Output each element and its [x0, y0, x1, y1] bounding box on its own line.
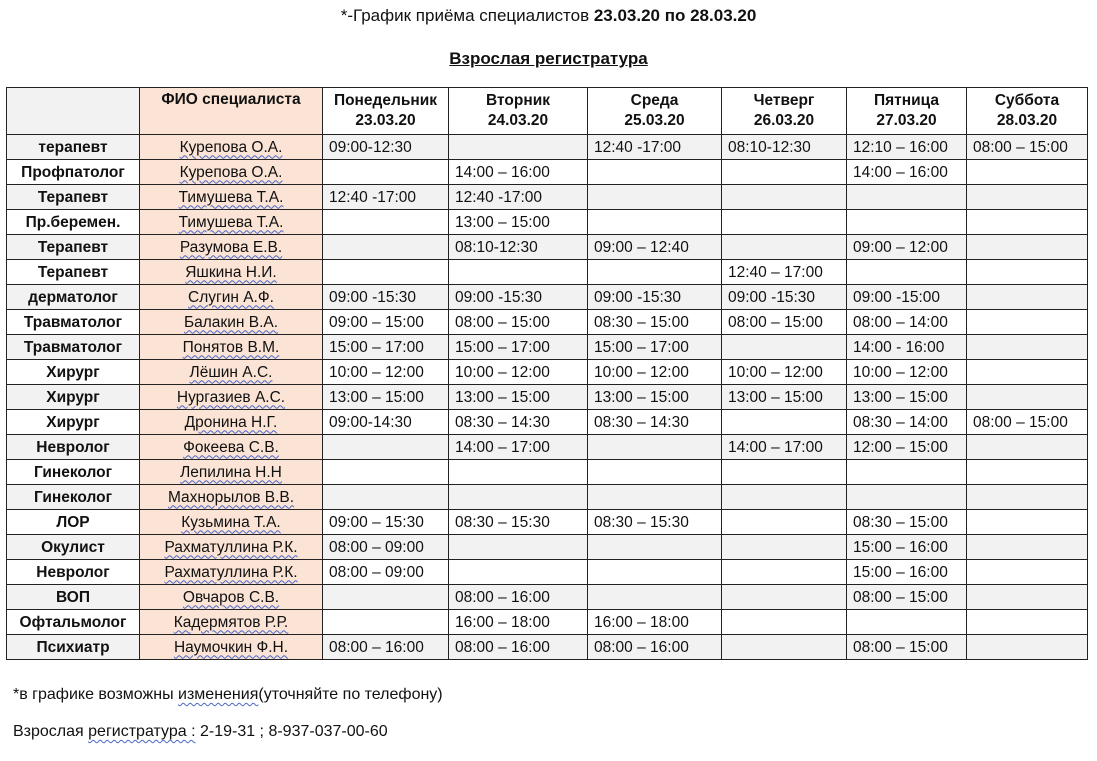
specialty-cell: Профпатолог [7, 160, 140, 185]
specialty-cell: ВОП [7, 585, 140, 610]
doctor-name-cell: Курепова О.А. [140, 135, 323, 160]
specialty-cell: Терапевт [7, 260, 140, 285]
time-cell [323, 235, 449, 260]
specialty-cell: Офтальмолог [7, 610, 140, 635]
time-cell [588, 435, 722, 460]
specialty-cell: ЛОР [7, 510, 140, 535]
time-cell [588, 535, 722, 560]
time-cell [323, 585, 449, 610]
specialty-cell: Окулист [7, 535, 140, 560]
table-row [7, 285, 1088, 310]
time-cell: 10:00 – 12:00 [722, 360, 847, 385]
time-cell [847, 185, 967, 210]
time-cell: 08:00 – 15:00 [967, 410, 1088, 435]
time-cell [449, 460, 588, 485]
time-cell [588, 485, 722, 510]
time-cell [967, 285, 1088, 310]
time-cell [722, 160, 847, 185]
saturday-header: Суббота 28.03.20 [967, 88, 1088, 135]
table-row [7, 135, 1088, 160]
time-cell: 10:00 – 12:00 [323, 360, 449, 385]
time-cell [722, 210, 847, 235]
time-cell: 08:30 – 15:00 [588, 310, 722, 335]
time-cell: 08:00 – 15:00 [449, 310, 588, 335]
time-cell: 14:00 – 16:00 [847, 160, 967, 185]
time-cell [588, 460, 722, 485]
time-cell: 15:00 – 17:00 [449, 335, 588, 360]
time-cell [967, 635, 1088, 660]
time-cell: 12:00 – 15:00 [847, 435, 967, 460]
time-cell [722, 410, 847, 435]
table-row [7, 585, 1088, 610]
time-cell: 15:00 – 16:00 [847, 535, 967, 560]
specialty-cell: Пр.беремен. [7, 210, 140, 235]
time-cell: 15:00 – 17:00 [323, 335, 449, 360]
time-cell [588, 585, 722, 610]
time-cell: 14:00 – 16:00 [449, 160, 588, 185]
time-cell: 10:00 – 12:00 [588, 360, 722, 385]
table-row [7, 310, 1088, 335]
time-cell [967, 435, 1088, 460]
time-cell: 09:00-14:30 [323, 410, 449, 435]
doctor-name-cell: Яшкина Н.И. [140, 260, 323, 285]
time-cell: 09:00 -15:30 [588, 285, 722, 310]
table-row [7, 535, 1088, 560]
time-cell [967, 335, 1088, 360]
time-cell [588, 210, 722, 235]
time-cell: 09:00 – 15:30 [323, 510, 449, 535]
time-cell: 12:40 – 17:00 [722, 260, 847, 285]
time-cell [722, 335, 847, 360]
time-cell [588, 185, 722, 210]
doctor-name-cell: Слугин А.Ф. [140, 285, 323, 310]
doctor-name-cell: Наумочкин Ф.Н. [140, 635, 323, 660]
table-row [7, 385, 1088, 410]
time-cell [722, 535, 847, 560]
time-cell [588, 560, 722, 585]
time-cell [449, 560, 588, 585]
time-cell [722, 610, 847, 635]
time-cell: 13:00 – 15:00 [588, 385, 722, 410]
specialty-cell: Психиатр [7, 635, 140, 660]
time-cell: 08:00 – 15:00 [847, 635, 967, 660]
time-cell: 09:00 – 12:40 [588, 235, 722, 260]
time-cell: 12:40 -17:00 [588, 135, 722, 160]
doctor-name-cell: Тимушева Т.А. [140, 210, 323, 235]
doctor-name-cell: Тимушева Т.А. [140, 185, 323, 210]
time-cell [967, 385, 1088, 410]
time-cell [588, 260, 722, 285]
time-cell: 10:00 – 12:00 [847, 360, 967, 385]
doctor-name-cell: Кузьмина Т.А. [140, 510, 323, 535]
time-cell: 08:30 – 14:30 [588, 410, 722, 435]
monday-header: Понедельник 23.03.20 [323, 88, 449, 135]
table-row [7, 335, 1088, 360]
specialty-header [7, 88, 140, 135]
time-cell [967, 260, 1088, 285]
time-cell: 08:30 – 15:30 [449, 510, 588, 535]
page-title: *-График приёма специалистов 23.03.20 по 28.03.20 [340, 6, 757, 25]
time-cell [967, 460, 1088, 485]
name-header: ФИО специалиста [140, 88, 323, 135]
doctor-name-cell: Понятов В.М. [140, 335, 323, 360]
time-cell [967, 585, 1088, 610]
time-cell [323, 160, 449, 185]
header-row [7, 88, 1088, 135]
time-cell: 08:10-12:30 [722, 135, 847, 160]
time-cell [449, 135, 588, 160]
time-cell: 08:00 – 09:00 [323, 535, 449, 560]
time-cell [588, 160, 722, 185]
time-cell [722, 185, 847, 210]
time-cell: 08:30 – 15:00 [847, 510, 967, 535]
tuesday-header: Вторник 24.03.20 [449, 88, 588, 135]
time-cell: 08:00 – 15:00 [722, 310, 847, 335]
time-cell [967, 310, 1088, 335]
specialty-cell: Травматолог [7, 335, 140, 360]
time-cell: 12:10 – 16:00 [847, 135, 967, 160]
table-row [7, 235, 1088, 260]
time-cell: 13:00 – 15:00 [722, 385, 847, 410]
specialty-cell: терапевт [7, 135, 140, 160]
time-cell [967, 210, 1088, 235]
doctor-name-cell: Дронина Н.Г. [140, 410, 323, 435]
time-cell: 08:00 – 16:00 [323, 635, 449, 660]
table-row [7, 635, 1088, 660]
time-cell: 16:00 – 18:00 [588, 610, 722, 635]
time-cell: 09:00 -15:30 [323, 285, 449, 310]
time-cell: 09:00-12:30 [323, 135, 449, 160]
table-row [7, 460, 1088, 485]
time-cell [967, 510, 1088, 535]
time-cell: 08:00 – 16:00 [588, 635, 722, 660]
time-cell: 08:30 – 14:30 [449, 410, 588, 435]
doctor-name-cell: Лепилина Н.Н [140, 460, 323, 485]
time-cell: 13:00 – 15:00 [323, 385, 449, 410]
time-cell: 16:00 – 18:00 [449, 610, 588, 635]
time-cell [847, 260, 967, 285]
time-cell [722, 235, 847, 260]
doctor-name-cell: Рахматуллина Р.К. [140, 560, 323, 585]
time-cell: 08:00 – 09:00 [323, 560, 449, 585]
time-cell [449, 485, 588, 510]
doctor-name-cell: Кадермятов Р.Р. [140, 610, 323, 635]
time-cell [847, 460, 967, 485]
time-cell [323, 210, 449, 235]
time-cell [722, 485, 847, 510]
time-cell: 09:00 -15:00 [847, 285, 967, 310]
time-cell [722, 510, 847, 535]
doctor-name-cell: Махнорылов В.В. [140, 485, 323, 510]
doctor-name-cell: Рахматуллина Р.К. [140, 535, 323, 560]
time-cell: 08:00 – 16:00 [449, 585, 588, 610]
time-cell [967, 560, 1088, 585]
specialty-cell: Невролог [7, 560, 140, 585]
doctor-name-cell: Разумова Е.В. [140, 235, 323, 260]
time-cell [323, 460, 449, 485]
time-cell: 10:00 – 12:00 [449, 360, 588, 385]
table-row [7, 360, 1088, 385]
time-cell: 08:30 – 15:30 [588, 510, 722, 535]
time-cell: 15:00 – 16:00 [847, 560, 967, 585]
specialty-cell: Травматолог [7, 310, 140, 335]
time-cell [967, 610, 1088, 635]
time-cell [323, 485, 449, 510]
time-cell [967, 485, 1088, 510]
time-cell [323, 435, 449, 460]
specialty-cell: Гинеколог [7, 485, 140, 510]
schedule-table [6, 87, 1088, 660]
time-cell [967, 235, 1088, 260]
time-cell: 13:00 – 15:00 [449, 385, 588, 410]
table-row [7, 210, 1088, 235]
doctor-name-cell: Нургазиев А.С. [140, 385, 323, 410]
time-cell: 08:00 – 16:00 [449, 635, 588, 660]
time-cell [722, 560, 847, 585]
table-row [7, 410, 1088, 435]
time-cell: 08:30 – 14:00 [847, 410, 967, 435]
time-cell: 14:00 - 16:00 [847, 335, 967, 360]
table-row [7, 260, 1088, 285]
footnote: *в графике возможны изменения(уточняйте по телефону) [13, 686, 443, 703]
time-cell [847, 485, 967, 510]
specialty-cell: Гинеколог [7, 460, 140, 485]
table-row [7, 610, 1088, 635]
specialty-cell: Терапевт [7, 185, 140, 210]
time-cell: 15:00 – 17:00 [588, 335, 722, 360]
time-cell: 14:00 – 17:00 [449, 435, 588, 460]
specialty-cell: Хирург [7, 410, 140, 435]
time-cell: 08:10-12:30 [449, 235, 588, 260]
time-cell [722, 635, 847, 660]
doctor-name-cell: Балакин В.А. [140, 310, 323, 335]
table-row [7, 510, 1088, 535]
specialty-cell: Терапевт [7, 235, 140, 260]
time-cell: 12:40 -17:00 [323, 185, 449, 210]
time-cell [323, 610, 449, 635]
time-cell [323, 260, 449, 285]
time-cell: 08:00 – 14:00 [847, 310, 967, 335]
specialty-cell: Хирург [7, 385, 140, 410]
time-cell: 09:00 – 15:00 [323, 310, 449, 335]
time-cell [967, 185, 1088, 210]
time-cell: 14:00 – 17:00 [722, 435, 847, 460]
friday-header: Пятница 27.03.20 [847, 88, 967, 135]
specialty-cell: дерматолог [7, 285, 140, 310]
table-row [7, 485, 1088, 510]
time-cell [967, 535, 1088, 560]
time-cell: 09:00 -15:30 [722, 285, 847, 310]
time-cell [722, 585, 847, 610]
time-cell: 13:00 – 15:00 [449, 210, 588, 235]
time-cell [967, 160, 1088, 185]
doctor-name-cell: Курепова О.А. [140, 160, 323, 185]
page-subtitle: Взрослая регистратура [449, 49, 648, 68]
time-cell: 13:00 – 15:00 [847, 385, 967, 410]
time-cell [449, 260, 588, 285]
time-cell [722, 460, 847, 485]
time-cell [967, 360, 1088, 385]
table-row [7, 160, 1088, 185]
table-row [7, 185, 1088, 210]
time-cell: 09:00 -15:30 [449, 285, 588, 310]
time-cell [449, 535, 588, 560]
thursday-header: Четверг 26.03.20 [722, 88, 847, 135]
table-row [7, 435, 1088, 460]
table-row [7, 560, 1088, 585]
time-cell: 08:00 – 15:00 [847, 585, 967, 610]
doctor-name-cell: Лёшин А.С. [140, 360, 323, 385]
doctor-name-cell: Фокеева С.В. [140, 435, 323, 460]
contacts: Взрослая регистратура : 2-19-31 ; 8-937-037-00-60 [13, 723, 388, 740]
time-cell: 08:00 – 15:00 [967, 135, 1088, 160]
time-cell [847, 610, 967, 635]
time-cell: 09:00 – 12:00 [847, 235, 967, 260]
time-cell: 12:40 -17:00 [449, 185, 588, 210]
specialty-cell: Невролог [7, 435, 140, 460]
doctor-name-cell: Овчаров С.В. [140, 585, 323, 610]
time-cell [847, 210, 967, 235]
specialty-cell: Хирург [7, 360, 140, 385]
wednesday-header: Среда 25.03.20 [588, 88, 722, 135]
